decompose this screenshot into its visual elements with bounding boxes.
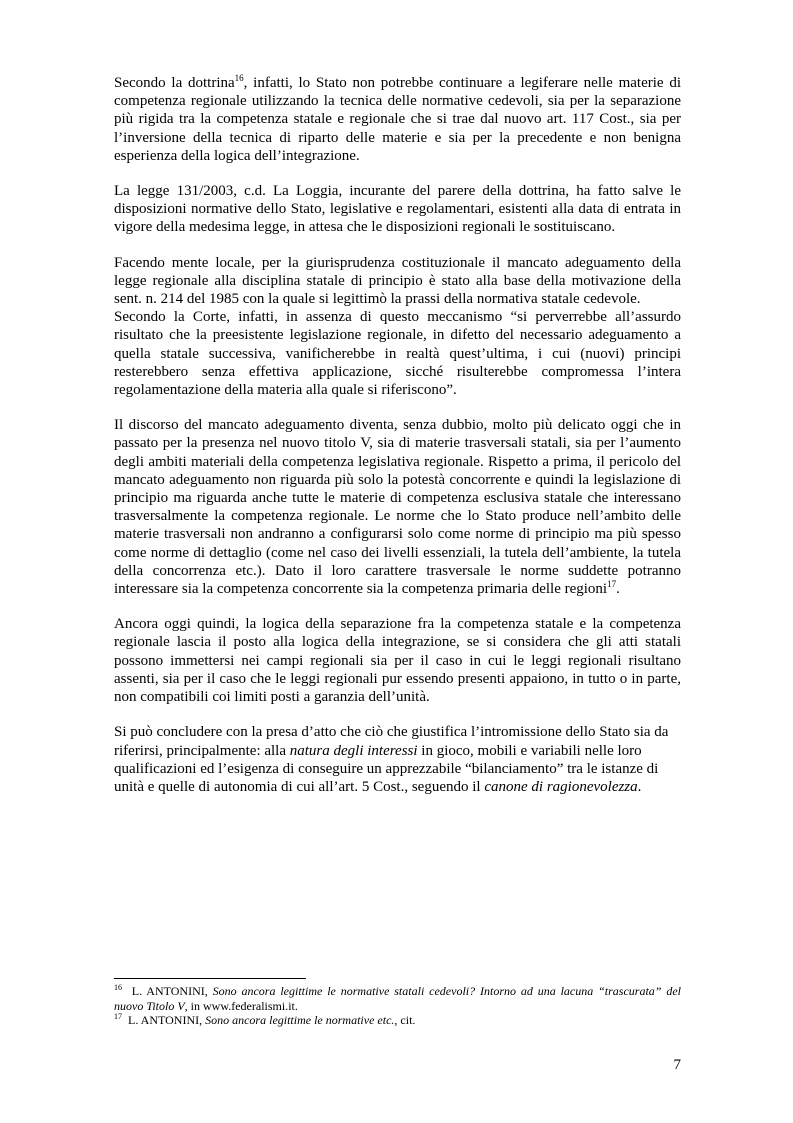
footnote-ref-16[interactable]: 16 [234,73,244,83]
emphasis-natura-interessi: natura degli interessi [289,742,418,759]
footnote-17: $^{17}$ L. ANTONINI, Sono ancora legittime le normative etc., cit. [114,1012,416,1027]
paragraph-2: La legge 131/2003, c.d. La Loggia, incurante del parere della dottrina, ha fatto salve le disposizioni normative dello Stato, legislative e regolamentari, esistenti alla data di entrata in vigore della medesima legge, in attesa che le disposizioni regionali le sostituiscano. [114,183,681,236]
paragraph-5: Il discorso del mancato adeguamento diventa, senza dubbio, molto più delicato oggi che in passato per la presenza nel nuovo titolo V, sia di materie trasversali statali, sia per l’aumento degli ambiti materiali della competenza legislativa regionale. Rispetto a prima, il pericolo del mancato adeguamento non riguarda più solo la potestà concorrente e quindi la legislazione di principio ma riguarda anche tutte le materie di competenza esclusiva statale che interessano trasversalmente la competenza regionale. Le norme che lo Stato produce nell’ambito delle materie trasversali non andranno a configurarsi solo come norme di principio ma più spesso come norme di dettaglio (come nel caso dei livelli essenziali, la tutela dell’ambiente, la tutela della concorrenza etc.). Dato il loro carattere trasversale le norme suddette potranno interessare sia la competenza concorrente sia la competenza primaria delle regioni$^{17}$. [114,417,681,598]
footnotes [114,984,681,1028]
emphasis-canone-ragionevolezza: canone di ragionevolezza [484,778,638,795]
paragraph-7: Si può concludere con la presa d’atto che ciò che giustifica l’intromissione dello Stato sia da riferirsi, principalmente: alla natura degli interessi in gioco, mobili e variabili nelle loro qualificazioni ed l’esigenza di conseguire un apprezzabile “bilanciamento” tra le istanze di unità e quelle di autonomia di cui all’art. 5 Cost., seguendo il canone di ragionevolezza. [114,724,669,795]
footnote-16: $^{16}$ L. ANTONINI, Sono ancora legittime le normative statali cedevoli? Intorno ad una lacuna “trascurata” del nuovo Titolo V, in www.federalismi.it. [114,983,682,1013]
paragraph-3: Facendo mente locale, per la giurisprudenza costituzionale il mancato adeguamento della legge regionale alla disciplina statale di principio è stato alla base della motivazione della sent. n. 214 del 1985 con la quale si legittimò la prassi della normativa statale cedevole. [114,254,681,308]
footnote-ref-17[interactable]: 17 [607,579,617,590]
paragraph-1: Secondo la dottrina$^{16}$, infatti, lo Stato non potrebbe continuare a legiferare nelle materie di competenza regionale utilizzando la tecnica delle normative cedevoli, sia per la separazione più rigida tra la competenza statale e regionale che si trae dal nuovo art. 117 Cost., sia per l’inversione della tecnica di riparto delle materie e sia per la precedente e non benigna esperienza della logica dell’integrazione. [114,73,681,164]
paragraph-4: Secondo la Corte, infatti, in assenza di questo meccanismo “si perverrebbe all’assurdo risultato che la preesistente legislazione regionale, in difetto del necessario adeguamento a quella statale successiva, vanificherebbe in realtà quest’ultima, i cui (nuovi) principi resterebbero senza effettiva applicazione, sicché risulterebbe compromessa l’intera regolamentazione della materia alla quale si riferiscono”. [114,309,681,399]
body-text [114,74,681,796]
page-number: 7 [673,1057,681,1073]
footnote-separator [114,978,306,979]
paragraph-6: Ancora oggi quindi, la logica della separazione fra la competenza statale e la competenza regionale lascia il posto alla logica della integrazione, se si considera che gli atti statali possono immettersi nei campi regionali sia per il caso in cui le leggi regionali risultano assenti, sia per il caso che le leggi regionali pur essendo presenti appaiono, in tutto o in parte, non compatibili coi limiti posti a garanzia dell’unità. [114,616,681,706]
